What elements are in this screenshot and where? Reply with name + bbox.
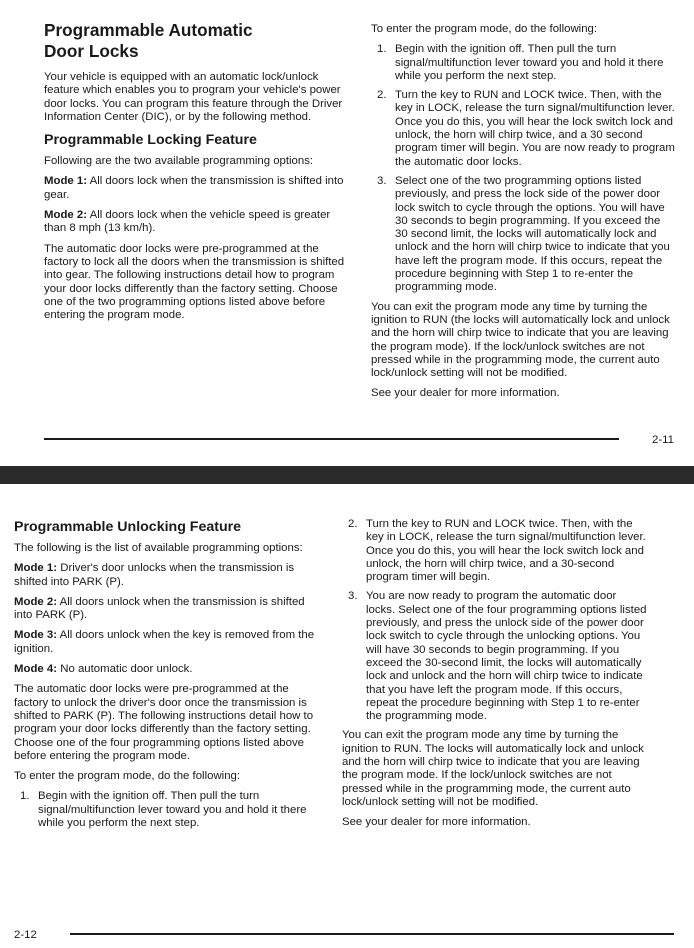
page-number: 2-12 — [14, 929, 37, 941]
options-intro: The following is the list of available programming options: — [14, 542, 303, 554]
left-column — [44, 20, 350, 329]
step-text: You are now ready to program the automatic door locks. Select one of the four programming options listed previously, and press the unlock side of the power door lock switch to cycle through the unlocking options. You will have 30 seconds to begin programming. If you exceed the 30-second limit, the locks will automatically lock and unlock and the horn will chirp twice to indicate that you have left the program mode. If this occurs, repeat the procedure beginning with Step 1 to re-enter the programming mode. — [366, 590, 647, 723]
program-mode-lead: To enter the program mode, do the following: — [14, 770, 241, 783]
footer-rule — [44, 438, 619, 440]
exit-paragraph: You can exit the program mode any time by turning the ignition to RUN (the locks will automatically lock and unlock and the horn will chirp twice to indicate that you are leaving the program mode). If the lock/unlock switches are not pressed while in the programming mode, the current auto lock/unlock setting will not be modified. — [371, 300, 670, 380]
step-item — [342, 590, 647, 723]
options-intro: Following are the two available programming options: — [44, 155, 314, 168]
step-number: 3. — [377, 174, 387, 187]
section-title — [44, 20, 350, 62]
unlocking-feature-heading: Programmable Unlocking Feature — [14, 519, 242, 535]
mode-label: Mode 2: — [44, 209, 88, 222]
step-item — [14, 790, 320, 830]
mode-text: Driver's door unlocks when the transmission is shifted into PARK (P). — [14, 562, 295, 588]
step-text: Begin with the ignition off. Then pull the turn signal/multifunction lever toward you and hold it there while you perform the next step. — [38, 790, 307, 830]
exit-paragraph: You can exit the program mode any time by turning the ignition to RUN. The locks will automatically lock and unlock and the horn will chirp twice to indicate that you are leaving the program mode. If the lock/unlock switches are not pressed while in the programming mode, the current auto lock/unlock setting will not be modified. — [342, 729, 644, 808]
left-column — [14, 518, 320, 836]
section-title-line2: Door Locks — [44, 41, 139, 61]
dealer-note: See your dealer for more information. — [342, 816, 531, 829]
mode-text: All doors lock when the transmission is shifted into gear. — [44, 175, 344, 201]
mode-text: All doors lock when the vehicle speed is greater than 8 mph (13 km/h). — [44, 209, 331, 235]
dealer-note: See your dealer for more information. — [371, 387, 560, 400]
unlock-mode-4 — [14, 663, 320, 676]
factory-setting-paragraph: The automatic door locks were pre-programmed at the factory to lock all the doors when the transmission is shifted into gear. The following instructions detail how to program your door locks differently than the factory setting. Choose one of the two programming options listed above before entering the program mode. — [44, 242, 345, 322]
mode-label: Mode 1: — [44, 175, 88, 188]
unlock-mode-3 — [14, 629, 320, 656]
manual-page-2-12 — [0, 484, 694, 948]
lock-mode-2 — [44, 209, 350, 236]
footer-rule — [70, 933, 674, 935]
step-number: 2. — [377, 89, 387, 102]
right-column — [342, 518, 647, 837]
step-text: Begin with the ignition off. Then pull the turn signal/multifunction lever toward you and hold it there while you perform the next step. — [395, 43, 664, 82]
step-number: 1. — [20, 790, 30, 803]
lock-mode-1 — [44, 175, 350, 202]
mode-text: All doors unlock when the key is removed from the ignition. — [14, 629, 315, 655]
program-steps — [371, 43, 676, 294]
step-item — [342, 518, 647, 584]
manual-page-2-11 — [0, 0, 694, 466]
step-item — [371, 43, 676, 83]
mode-label: Mode 1: — [14, 562, 58, 575]
program-steps-continued — [342, 518, 647, 723]
right-column — [371, 23, 676, 408]
step-text: Select one of the two programming options listed previously, and press the lock side of the power door lock switch to cycle through the options. You will have 30 seconds to begin programming. If you exceed the 30 second limit, the locks will automatically lock and unlock and the horn will chirp twice to indicate that you have left the program mode. If this occurs, repeat the procedure beginning with Step 1 to re-enter the programming mode. — [395, 174, 670, 294]
intro-paragraph: Your vehicle is equipped with an automatic lock/unlock feature which enables you to program your vehicle's power door locks. You can program this feature through the Driver Information Center (DIC), or by the following method. — [44, 71, 343, 123]
step-item — [371, 89, 676, 169]
program-steps — [14, 790, 320, 830]
factory-setting-paragraph: The automatic door locks were pre-programmed at the factory to unlock the driver's door once the transmission is shifted to PARK (P). The following instructions detail how to program your door locks differently than the factory setting. Choose one of the four programming options listed above before entering the program mode. — [14, 683, 314, 762]
unlock-mode-1 — [14, 562, 320, 589]
program-mode-lead: To enter the program mode, do the following: — [371, 23, 598, 35]
unlock-mode-2 — [14, 596, 320, 623]
mode-text: All doors unlock when the transmission is shifted into PARK (P). — [14, 595, 305, 622]
locking-feature-heading: Programmable Locking Feature — [44, 132, 257, 149]
step-text: Turn the key to RUN and LOCK twice. Then, with the key in LOCK, release the turn signal/multifunction lever. Once you do this, you will hear the lock switch lock and unlock, the horn will chirp twice, and a 30 second program timer will begin. You are now ready to program the automatic door locks. — [395, 89, 675, 168]
mode-text: No automatic door unlock. — [60, 663, 193, 676]
step-number: 2. — [348, 518, 358, 530]
mode-label: Mode 2: — [14, 595, 58, 608]
mode-label: Mode 3: — [14, 629, 58, 642]
page-separator — [0, 466, 694, 484]
section-title-line1: Programmable Automatic — [44, 20, 253, 40]
step-number: 3. — [348, 590, 358, 603]
step-text: Turn the key to RUN and LOCK twice. Then, with the key in LOCK, release the turn signal/multifunction lever. Once you do this, you will hear the lock switch lock and unlock, the horn will chirp twice, and a 30-second program timer will begin. — [366, 518, 646, 584]
mode-label: Mode 4: — [14, 663, 58, 676]
page-number: 2-11 — [652, 434, 674, 446]
step-number: 1. — [377, 43, 387, 56]
step-item — [371, 175, 676, 295]
